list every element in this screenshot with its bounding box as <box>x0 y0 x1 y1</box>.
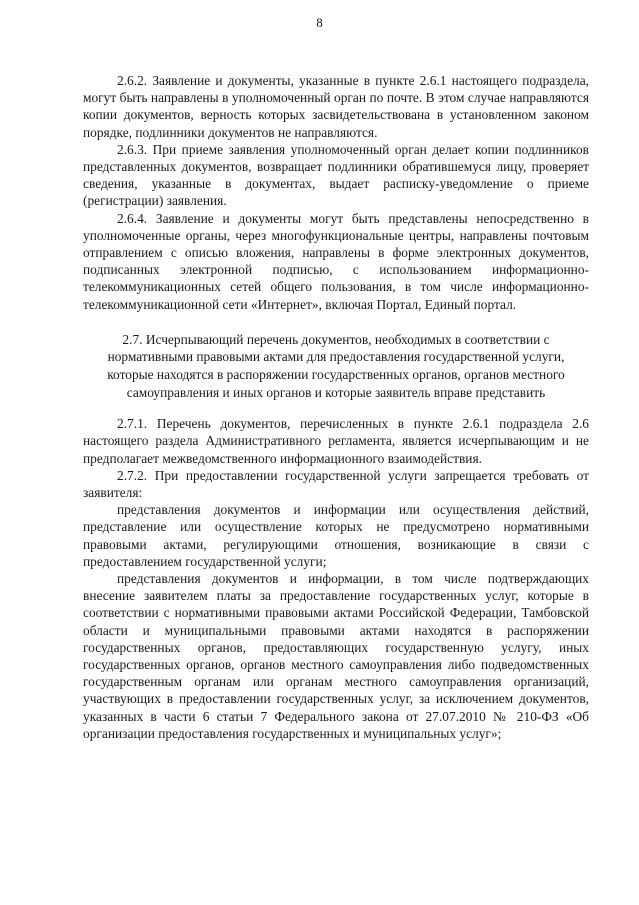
paragraph-2-6-2: 2.6.2. Заявление и документы, указанные в пункте 2.6.1 настоящего подраздела, могут быть направлены в уполномоченный орган по почте. В этом случае направляются копии документов, верность которых засвидетельствована в установленном законом порядке, подлинники документов не направляются. <box>83 73 589 140</box>
paragraph-2-6-3: 2.6.3. При приеме заявления уполномоченный орган делает копии подлинников представленных документов, возвращает подлинники обратившемуся лицу, проверяет сведения, указанные в документах, выдает расписку-уведомление о приеме (регистрации) заявления. <box>83 141 589 209</box>
section-heading-2-7: 2.7. Исчерпывающий перечень документов, необходимых в соответствии с нормативными правовыми актами для предоставления государственной услуги, которые находятся в распоряжении государственных органов, органов местного самоуправления и иных органов и которые заявитель вправе представить <box>107 331 565 400</box>
page-number: 8 <box>316 15 323 30</box>
paragraph-2-7-2: 2.7.2. При предоставлении государственной услуги запрещается требовать от заявителя: <box>83 467 589 501</box>
paragraph-2-6-4: 2.6.4. Заявление и документы могут быть представлены непосредственно в уполномоченные органы, через многофункциональные центры, направлены почтовым отправлением с описью вложения, направлены в форме электронных документов, подписанных электронной подписью, с использованием информационно-телекоммуникационных сетей общего пользования, в том числе информационно-телекоммуникационной сети «Интернет», включая Портал, Единый портал. <box>83 210 589 312</box>
paragraph-2-7-1: 2.7.1. Перечень документов, перечисленных в пункте 2.6.1 подраздела 2.6 настоящего раздела Административного регламента, является исчерпывающим и не предполагает межведомственного информационного взаимодействия. <box>83 416 589 466</box>
document-body <box>83 72 589 742</box>
list-item-requirement-1: представления документов и информации или осуществления действий, представление или осуществление которых не предусмотрено нормативными правовыми актами, регулирующими отношения, возникающие в связи с предоставлением государственной услуги; <box>83 502 589 569</box>
list-item-requirement-2: представления документов и информации, в том числе подтверждающих внесение заявителем платы за предоставление государственных услуг, которые в соответствии с нормативными правовыми актами Российской Федерации, Тамбовской области и муниципальными правовыми актами находятся в распоряжении государственных органов, предоставляющих государственную услугу, иных государственных органов, органов местного самоуправления либо подведомственных государственным органам или органам местного самоуправления организаций, участвующих в предоставлении государственных услуг, за исключением документов, указанных в части 6 статьи 7 Федерального закона от 27.07.2010 № 210-ФЗ «Об организации предоставления государственных и муниципальных услуг»; <box>83 571 589 741</box>
